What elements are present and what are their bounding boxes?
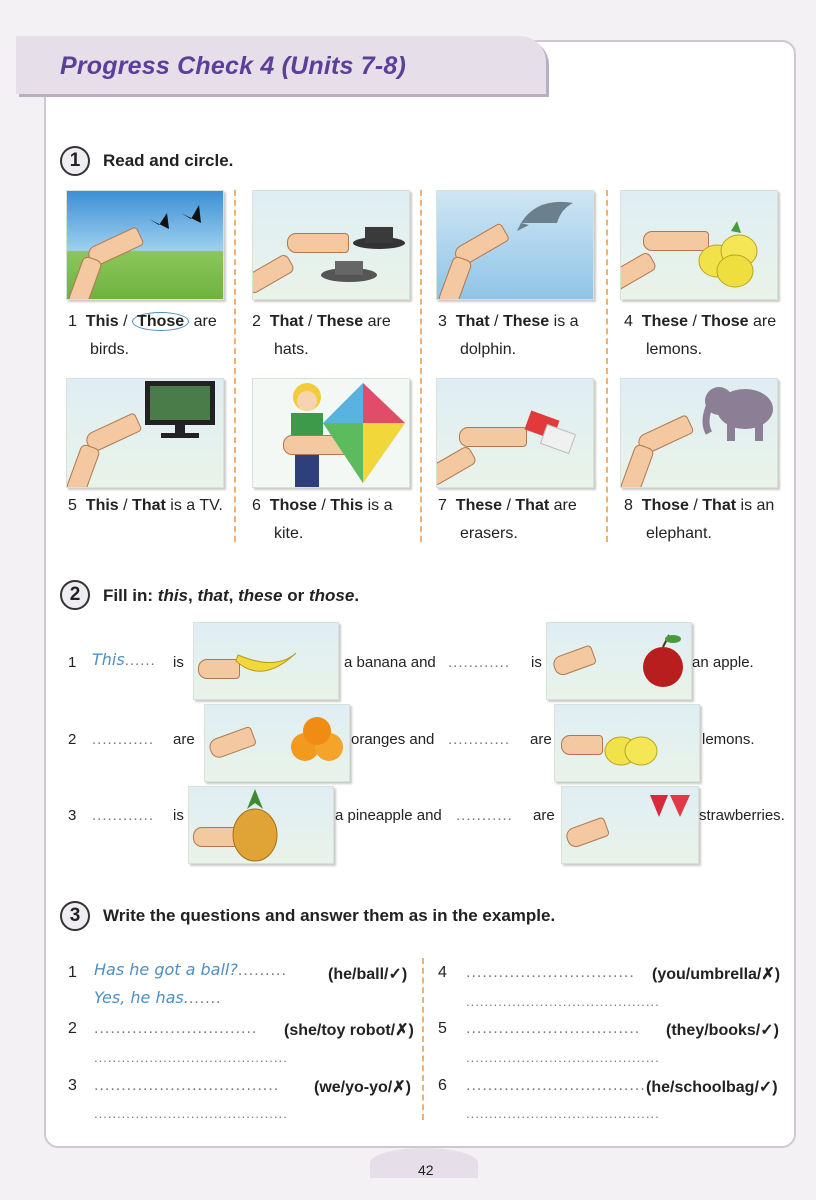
verb-is: is: [173, 807, 184, 824]
verb-are: are: [530, 731, 552, 748]
column-divider: [606, 190, 608, 542]
kite-icon: [319, 381, 409, 487]
fill-row-3-number: 3: [68, 807, 77, 824]
pointing-hand-icon: [459, 427, 527, 447]
arm-icon: [252, 253, 296, 295]
column-divider: [420, 190, 422, 542]
answer-4-line[interactable]: ..........................................: [466, 994, 660, 1009]
arm-icon: [66, 443, 101, 488]
fill-row-2-mid: oranges and: [351, 731, 435, 748]
apple-picture: [546, 622, 692, 700]
question-1-prompt: (he/ball/✓): [328, 966, 408, 983]
birds-picture: [66, 190, 224, 300]
fill-row-3-end: strawberries.: [699, 807, 785, 824]
question-4-number: 4: [438, 964, 447, 981]
section-3-number: 3: [60, 901, 90, 931]
item-4-caption: 4 These / Those are lemons.: [624, 313, 777, 358]
fill-row-3-mid: a pineapple and: [335, 807, 442, 824]
answer-6-line[interactable]: ..........................................: [466, 1106, 660, 1121]
answer-3-line[interactable]: ..........................................: [94, 1106, 288, 1121]
kite-picture: [252, 378, 410, 488]
page-title: Progress Check 4 (Units 7-8): [60, 52, 406, 80]
verb-are: are: [533, 807, 555, 824]
pointing-hand-icon: [551, 644, 597, 677]
fill-row-2-end: lemons.: [702, 731, 755, 748]
arm-icon: [437, 255, 473, 300]
option-those[interactable]: Those: [641, 497, 689, 514]
option-that[interactable]: That: [702, 497, 737, 514]
dolphin-icon: [517, 193, 587, 237]
item-6-caption: 6 Those / This is a kite.: [252, 497, 393, 542]
option-that[interactable]: That: [515, 497, 550, 514]
fill-row-3-blank-1[interactable]: ............: [92, 807, 155, 824]
fill-row-2-number: 2: [68, 731, 77, 748]
question-6-line[interactable]: ...................................: [466, 1077, 657, 1094]
option-these[interactable]: These: [455, 497, 503, 514]
dolphin-picture: [436, 190, 594, 300]
question-5-prompt: (they/books/✓): [666, 1022, 779, 1039]
item-2-caption: 2 That / These are hats.: [252, 313, 391, 358]
verb-are: are: [173, 731, 195, 748]
option-those[interactable]: Those: [701, 313, 749, 330]
oranges-picture: [204, 704, 350, 782]
banana-picture: [193, 622, 339, 700]
question-2-number: 2: [68, 1020, 77, 1037]
lemons-icon: [693, 221, 773, 291]
verb-is: is: [531, 654, 542, 671]
item-1-caption: 1 This / Those are birds.: [68, 313, 217, 358]
fill-row-3-blank-2[interactable]: ...........: [456, 807, 513, 824]
oranges-icon: [289, 709, 349, 769]
pointing-hand-icon: [207, 726, 257, 761]
fill-row-2-blank-1[interactable]: ............: [92, 731, 155, 748]
strawberries-picture: [561, 786, 699, 864]
item-3-caption: 3 That / These is a dolphin.: [438, 313, 579, 358]
question-3-prompt: (we/yo-yo/✗): [314, 1079, 411, 1096]
question-6-prompt: (he/schoolbag/✓): [646, 1079, 778, 1096]
question-1-answer[interactable]: Has he got a ball?.........: [94, 960, 287, 979]
arm-icon: [436, 445, 478, 487]
option-this[interactable]: This: [85, 497, 119, 514]
erasers-picture: [436, 378, 594, 488]
pineapple-icon: [225, 789, 285, 863]
arm-icon: [620, 251, 658, 293]
tv-icon: [143, 379, 219, 445]
answer-5-line[interactable]: ..........................................: [466, 1050, 660, 1065]
fill-row-1-blank-2[interactable]: ............: [448, 654, 511, 671]
hats-picture: [252, 190, 410, 300]
option-that[interactable]: That: [455, 313, 490, 330]
fill-row-2-blank-2[interactable]: ............: [448, 731, 511, 748]
erasers-icon: [523, 409, 583, 465]
section-2-heading: Fill in: this, that, these or those.: [103, 586, 360, 605]
hats-icon: [309, 221, 409, 291]
option-that[interactable]: That: [132, 497, 166, 514]
verb-is: is: [173, 654, 184, 671]
column-divider: [234, 190, 236, 542]
section-1-heading: Read and circle.: [103, 151, 234, 170]
question-5-line[interactable]: ................................: [466, 1020, 641, 1037]
lemons-small-picture: [554, 704, 700, 782]
option-these[interactable]: These: [316, 313, 364, 330]
arm-icon: [620, 443, 655, 488]
lemons-picture: [620, 190, 778, 300]
question-4-line[interactable]: ...............................: [466, 964, 635, 981]
section-1-number: 1: [60, 146, 90, 176]
option-those[interactable]: Those: [269, 497, 317, 514]
pineapple-picture: [188, 786, 334, 864]
question-3-number: 3: [68, 1077, 77, 1094]
question-1-number: 1: [68, 964, 77, 981]
question-2-line[interactable]: ..............................: [94, 1020, 258, 1037]
column-divider: [422, 958, 424, 1120]
tv-picture: [66, 378, 224, 488]
birds-icon: [147, 199, 207, 239]
apple-icon: [639, 631, 689, 691]
option-this[interactable]: This: [85, 313, 119, 330]
arm-icon: [67, 255, 103, 300]
answer-2-line[interactable]: ..........................................: [94, 1050, 288, 1065]
lemons-icon: [603, 719, 663, 775]
option-this[interactable]: This: [330, 497, 364, 514]
section-3-heading: Write the questions and answer them as in the example.: [103, 906, 556, 925]
pointing-hand-icon: [564, 816, 610, 849]
fill-row-1-mid: a banana and: [344, 654, 436, 671]
item-8-caption: 8 Those / That is an elephant.: [624, 497, 775, 542]
question-4-prompt: (you/umbrella/✗): [652, 966, 781, 983]
elephant-icon: [701, 379, 777, 445]
question-5-number: 5: [438, 1020, 447, 1037]
fill-row-1-number: 1: [68, 654, 77, 671]
pointing-hand-icon: [561, 735, 603, 755]
option-these[interactable]: These: [502, 313, 550, 330]
option-that[interactable]: That: [269, 313, 304, 330]
section-2-number: 2: [60, 580, 90, 610]
question-6-number: 6: [438, 1077, 447, 1094]
question-2-prompt: (she/toy robot/✗): [284, 1022, 414, 1039]
item-5-caption: 5 This / That is a TV.: [68, 497, 223, 514]
fill-row-1-end: an apple.: [692, 654, 754, 671]
fill-row-1-answer[interactable]: This......: [92, 650, 156, 669]
question-3-line[interactable]: ..................................: [94, 1077, 280, 1094]
elephant-picture: [620, 378, 778, 488]
answer-1-line[interactable]: Yes, he has.......: [94, 988, 222, 1007]
page-number: 42: [418, 1162, 434, 1178]
option-those-circled[interactable]: Those: [132, 312, 189, 331]
banana-icon: [232, 641, 302, 681]
item-7-caption: 7 These / That are erasers.: [438, 497, 577, 542]
strawberries-icon: [646, 787, 696, 819]
option-these[interactable]: These: [641, 313, 689, 330]
